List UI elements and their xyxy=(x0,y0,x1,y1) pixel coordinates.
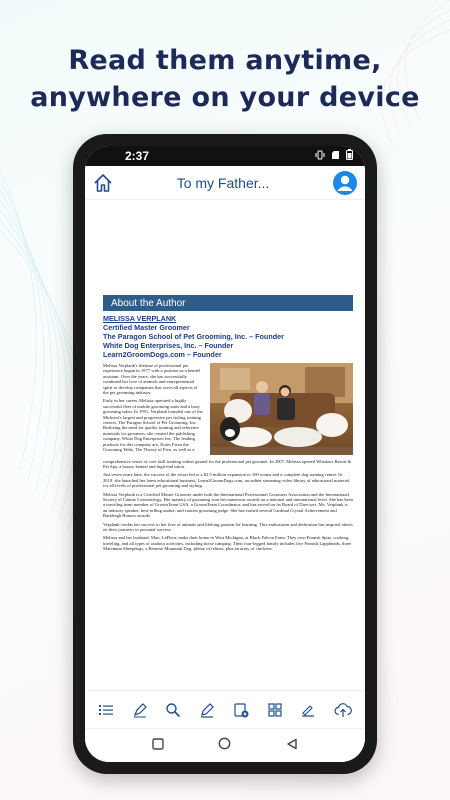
annotate-pen-icon[interactable] xyxy=(199,702,215,718)
bio-paragraph: comprehensive series of core skill training videos geared for the professional pet groomer. In 2007, Melissa opened Whiskers Resort & Pet Spa, a luxury kennel and high-end salon. xyxy=(103,458,352,469)
bio-paragraph: Melissa Verplank's lifetime of professional pet experience began in 1977 with a position as a kennel assistant. Over the years, she has successfully combined her love of animals and entrepreneurial spirit to develop companies that serve all aspects of the pet grooming industry. xyxy=(103,363,201,396)
cloud-upload-icon[interactable] xyxy=(334,702,352,718)
recent-apps-icon[interactable] xyxy=(152,737,164,755)
promo-headline xyxy=(0,42,450,116)
document-viewer[interactable] xyxy=(85,201,365,690)
status-bar xyxy=(85,146,365,166)
author-bio xyxy=(103,363,353,552)
author-photo xyxy=(210,363,353,455)
phone-screen xyxy=(85,146,365,762)
document-title: To my Father... xyxy=(176,174,270,191)
bio-full-width xyxy=(103,459,353,552)
headline-line-2: anywhere on your device xyxy=(30,82,420,113)
headline-line-1: Read them anytime, xyxy=(68,45,382,76)
battery-icon xyxy=(346,149,353,163)
status-icons xyxy=(315,149,353,163)
highlighter-icon[interactable] xyxy=(132,702,148,718)
author-name: MELISSA VERPLANK xyxy=(103,314,177,323)
contents-list-icon[interactable] xyxy=(98,702,114,718)
back-icon[interactable] xyxy=(286,737,298,755)
status-time: 2:37 xyxy=(125,149,150,163)
bottom-toolbar xyxy=(85,690,365,728)
home-button-icon[interactable] xyxy=(218,737,231,755)
sign-icon[interactable] xyxy=(300,702,316,718)
account-circle-icon[interactable] xyxy=(333,171,357,195)
author-block xyxy=(103,314,353,359)
bio-paragraph: Melissa and her husband, Marc LaFleur, make their home in West Michigan, at Black Falcon Farm. They own Finnish Spitz, cooking, traveling, and all types of outdoor activities, including horse camping. Their four-legged family includes five Finnish Lapphunds, three Maremma Sheepdogs, a Bernese Mountain Dog, plenty of felines, plus an array of chickens. xyxy=(103,535,352,552)
home-icon[interactable] xyxy=(93,173,113,193)
add-page-icon[interactable] xyxy=(233,702,249,718)
author-line: White Dog Enterprises, Inc. – Founder xyxy=(103,341,234,350)
bio-left-column xyxy=(103,363,203,453)
app-bar xyxy=(85,166,365,200)
section-header: About the Author xyxy=(103,295,353,311)
document-page xyxy=(103,295,353,555)
phone-frame xyxy=(73,134,377,774)
search-icon[interactable] xyxy=(165,702,181,718)
bio-paragraph: Just seven years later, the success of the resort led to a $2.5 million expansion to 100 rooms and a complete dog training center. In 2010, she launched her latest educational business, Learn2GroomDogs.com, an online streaming video library of educational material for all levels of professional pet grooming and styling. xyxy=(103,472,350,489)
bio-paragraph: Melissa Verplank is a Certified Master Groomer under both the International Professional Groomers Association and the International Society of Canine Cosmetology. Her mastery of grooming won her numerous awards on a national and international level. She has been a traveling team member of GroomTeam USA, a GroomTeam Coordinator, and has served on its Board of Directors. Ms. Verplank is an industry speaker, best-selling author, and contest grooming judge. She has earned several Cardinal Crystal Achievement and Barkleigh Honors awards. xyxy=(103,491,353,519)
vibrate-icon xyxy=(315,149,325,163)
author-line: The Paragon School of Pet Grooming, Inc. – Founder xyxy=(103,332,284,341)
no-sim-icon xyxy=(331,149,340,163)
author-line: Learn2GroomDogs.com – Founder xyxy=(103,350,222,359)
bio-paragraph: Early in her career, Melissa operated a highly successful fleet of mobile grooming units and a busy grooming salon. In 1991, Verplank founded one of the Midwest's largest and progressive pet styling training centers, The Paragon School of Pet Grooming, Inc. Realizing the need for quality training and reference materials for groomers, she created the publishing company, White Dog Enterprises Inc. The leading products for this company are, Notes From the Grooming Table, The Theory of Five, as well as a xyxy=(103,398,203,453)
grid-view-icon[interactable] xyxy=(267,702,283,718)
author-line: Certified Master Groomer xyxy=(103,323,190,332)
bio-paragraph: Verplank credits her success to her love of animals and lifelong passion for learning. This enthusiasm and dedication has inspired others on their journeys to personal success. xyxy=(103,521,353,532)
system-nav-bar xyxy=(85,728,365,762)
